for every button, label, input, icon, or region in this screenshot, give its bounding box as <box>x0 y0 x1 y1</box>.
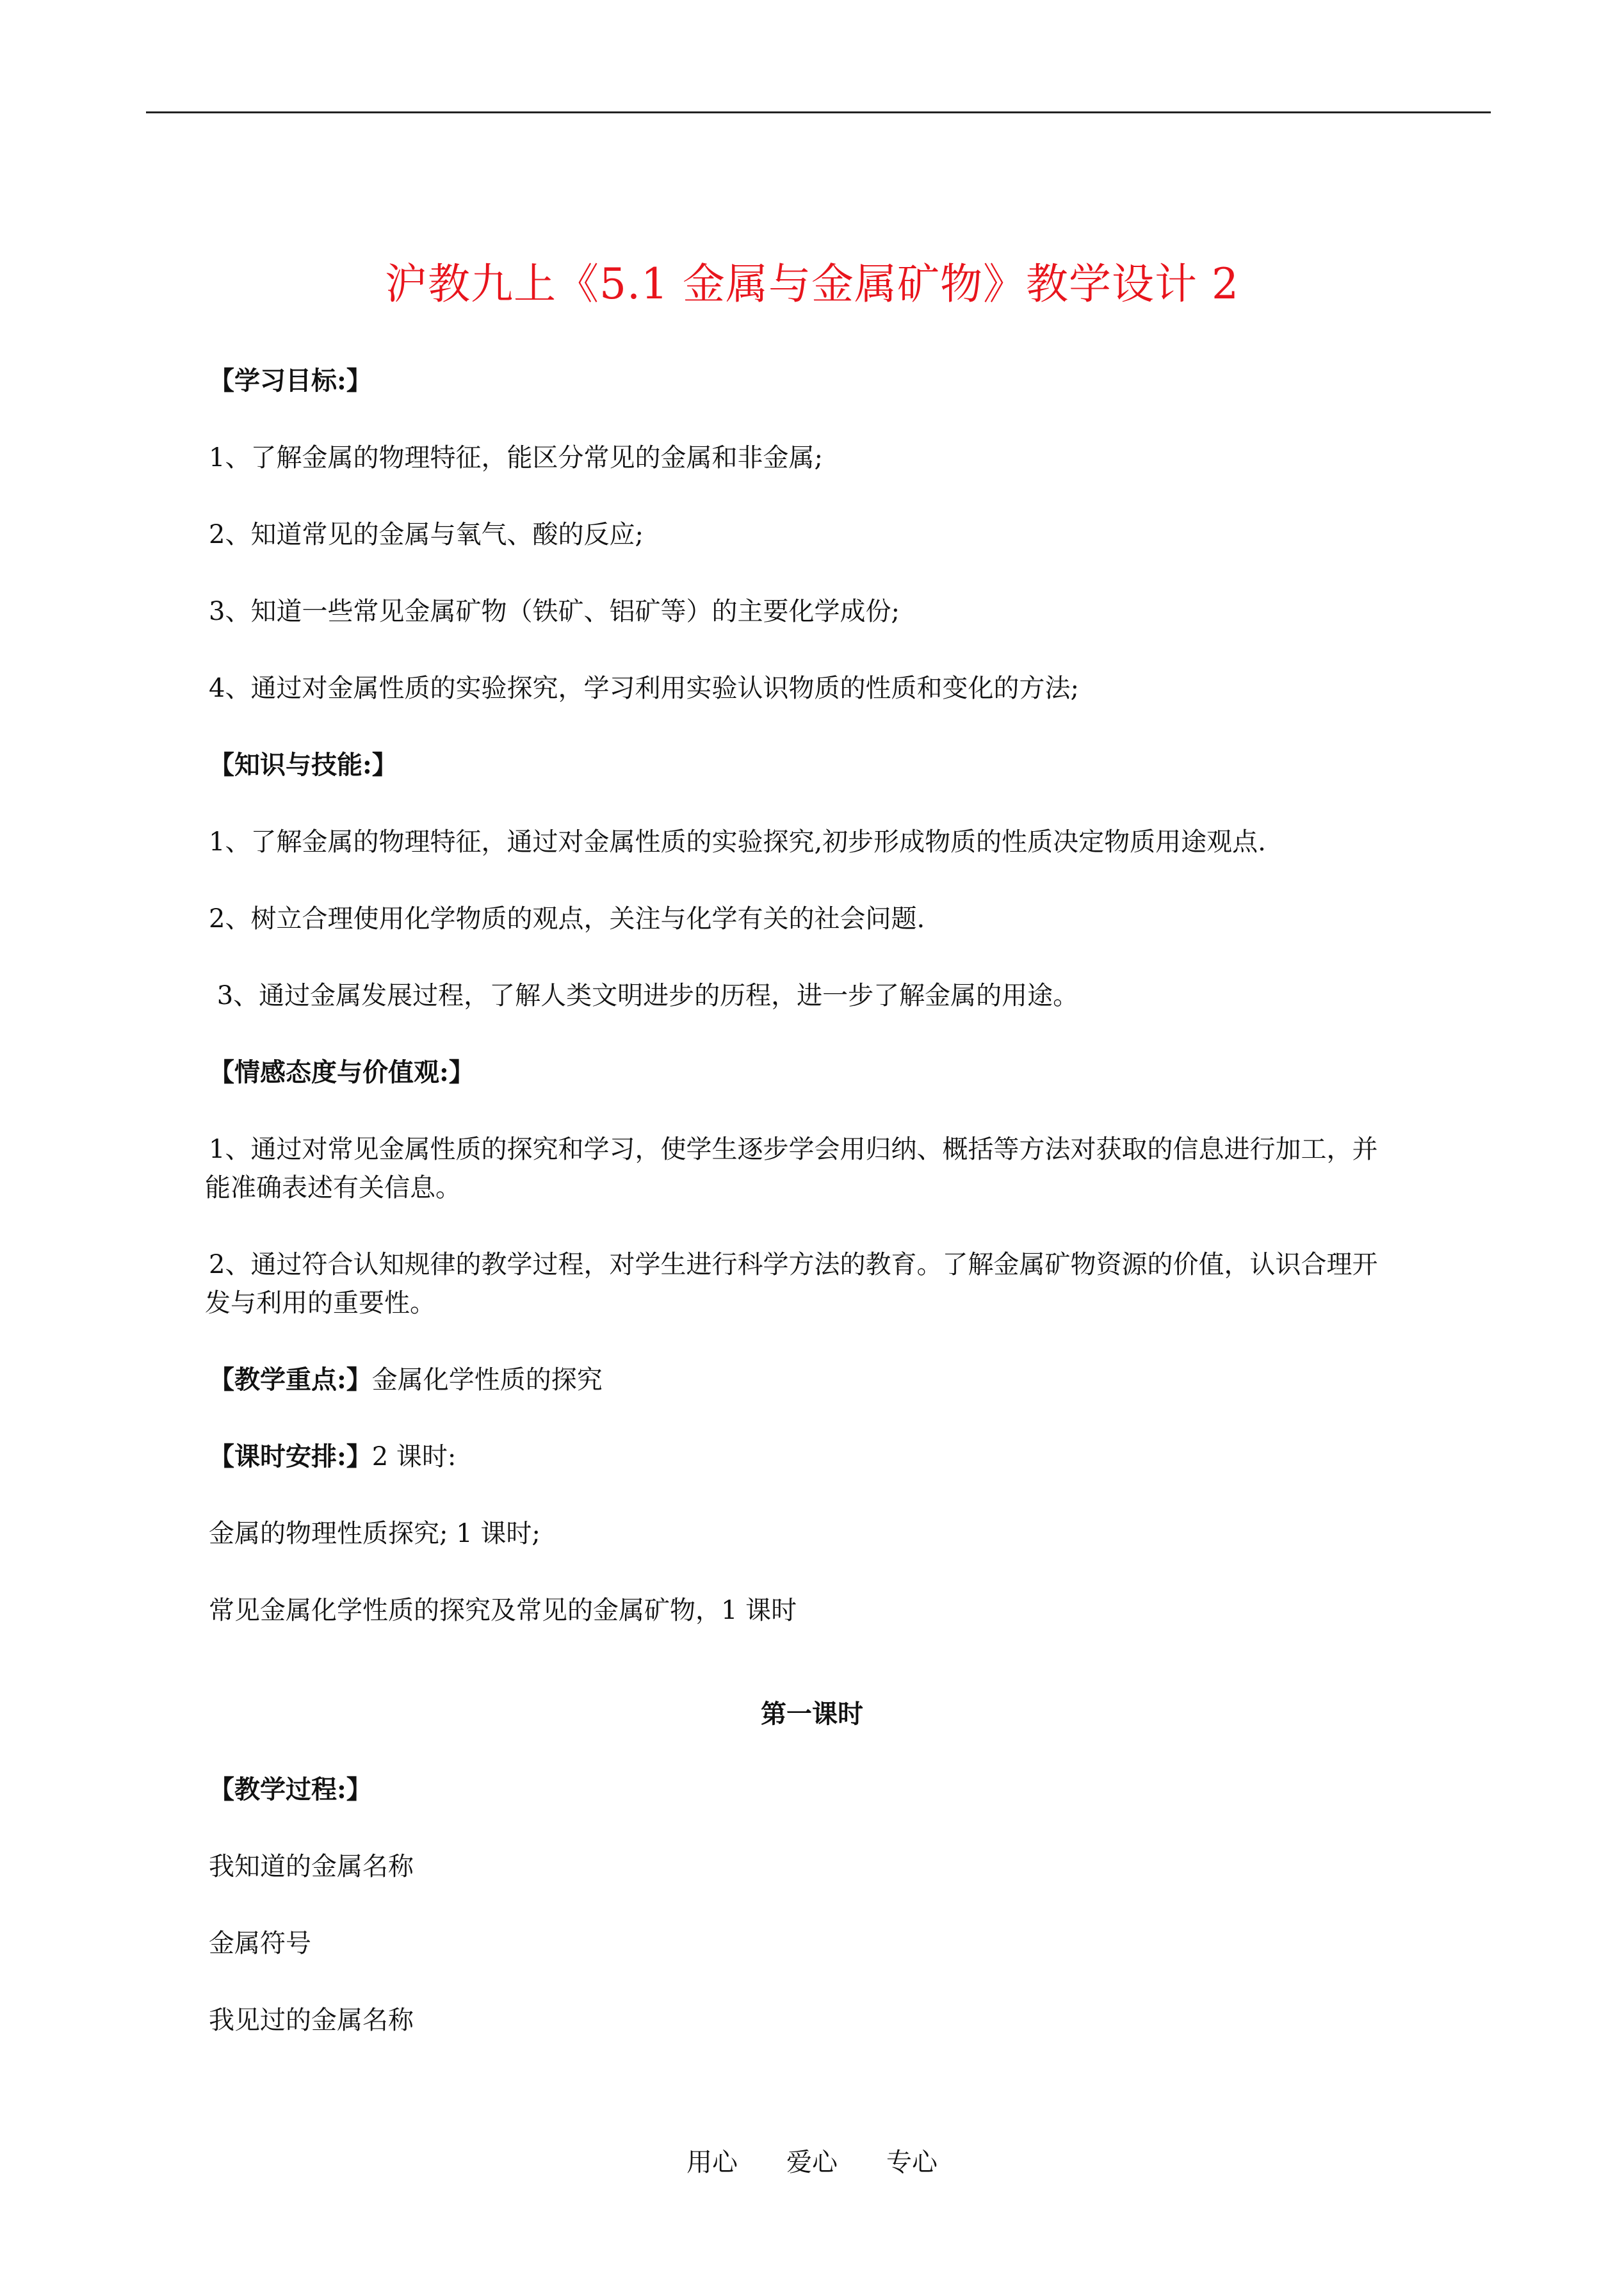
schedule-item: 金属的物理性质探究; 1 课时; <box>209 1519 540 1548</box>
document-body <box>205 362 1490 1630</box>
lesson-title: 第一课时 <box>761 1699 863 1729</box>
footer-word: 专心 <box>886 2148 938 2177</box>
skill-item: 3、通过金属发展过程，了解人类文明进步的历程，进一步了解金属的用途。 <box>209 981 1079 1010</box>
schedule-line <box>209 1438 1490 1476</box>
goal-item: 4、通过对金属性质的实验探究，学习利用实验认识物质的性质和变化的方法; <box>209 674 1079 703</box>
goal-item: 3、知道一些常见金属矿物（铁矿、铝矿等）的主要化学成份; <box>209 597 900 626</box>
focus-line <box>209 1361 1490 1399</box>
goals-heading: 【学习目标:】 <box>209 366 372 396</box>
values-item-1-line-1: 1、通过对常见金属性质的探究和学习，使学生逐步学会用归纳、概括等方法对获取的信息进行加工，并 <box>209 1135 1378 1164</box>
process-section <box>209 1771 1490 2040</box>
process-item: 我知道的金属名称 <box>209 1852 414 1881</box>
values-item-2-line-2: 发与利用的重要性。 <box>205 1288 435 1318</box>
process-heading: 【教学过程:】 <box>209 1774 372 1804</box>
focus-text: 金属化学性质的探究 <box>371 1365 603 1395</box>
footer-word: 爱心 <box>786 2148 838 2177</box>
process-item: 我见过的金属名称 <box>209 2006 414 2035</box>
focus-label: 【教学重点:】 <box>209 1365 372 1395</box>
values-item-1-line-2: 能准确表述有关信息。 <box>205 1173 461 1203</box>
schedule-item: 常见金属化学性质的探究及常见的金属矿物，1 课时 <box>209 1596 797 1625</box>
page-footer <box>0 2142 1624 2178</box>
process-item: 金属符号 <box>209 1929 311 1958</box>
skills-heading: 【知识与技能:】 <box>209 750 398 780</box>
document-title: 沪教九上《5.1 金属与金属矿物》教学设计 2 <box>385 259 1239 309</box>
values-item-2-line-1: 2、通过符合认知规律的教学过程，对学生进行科学方法的教育。了解金属矿物资源的价值，认识合理开 <box>209 1250 1378 1279</box>
goal-item: 2、知道常见的金属与氧气、酸的反应; <box>209 520 644 549</box>
schedule-label: 【课时安排:】 <box>209 1441 372 1472</box>
values-heading: 【情感态度与价值观:】 <box>209 1057 475 1087</box>
goal-item: 1、了解金属的物理特征，能区分常见的金属和非金属; <box>209 443 823 473</box>
footer-word: 用心 <box>686 2148 738 2177</box>
schedule-text: 2 课时: <box>371 1442 457 1472</box>
header-rule <box>146 111 1491 113</box>
skill-item: 1、了解金属的物理特征，通过对金属性质的实验探究,初步形成物质的性质决定物质用途观点. <box>209 827 1266 857</box>
skill-item: 2、树立合理使用化学物质的观点，关注与化学有关的社会问题. <box>209 904 925 934</box>
